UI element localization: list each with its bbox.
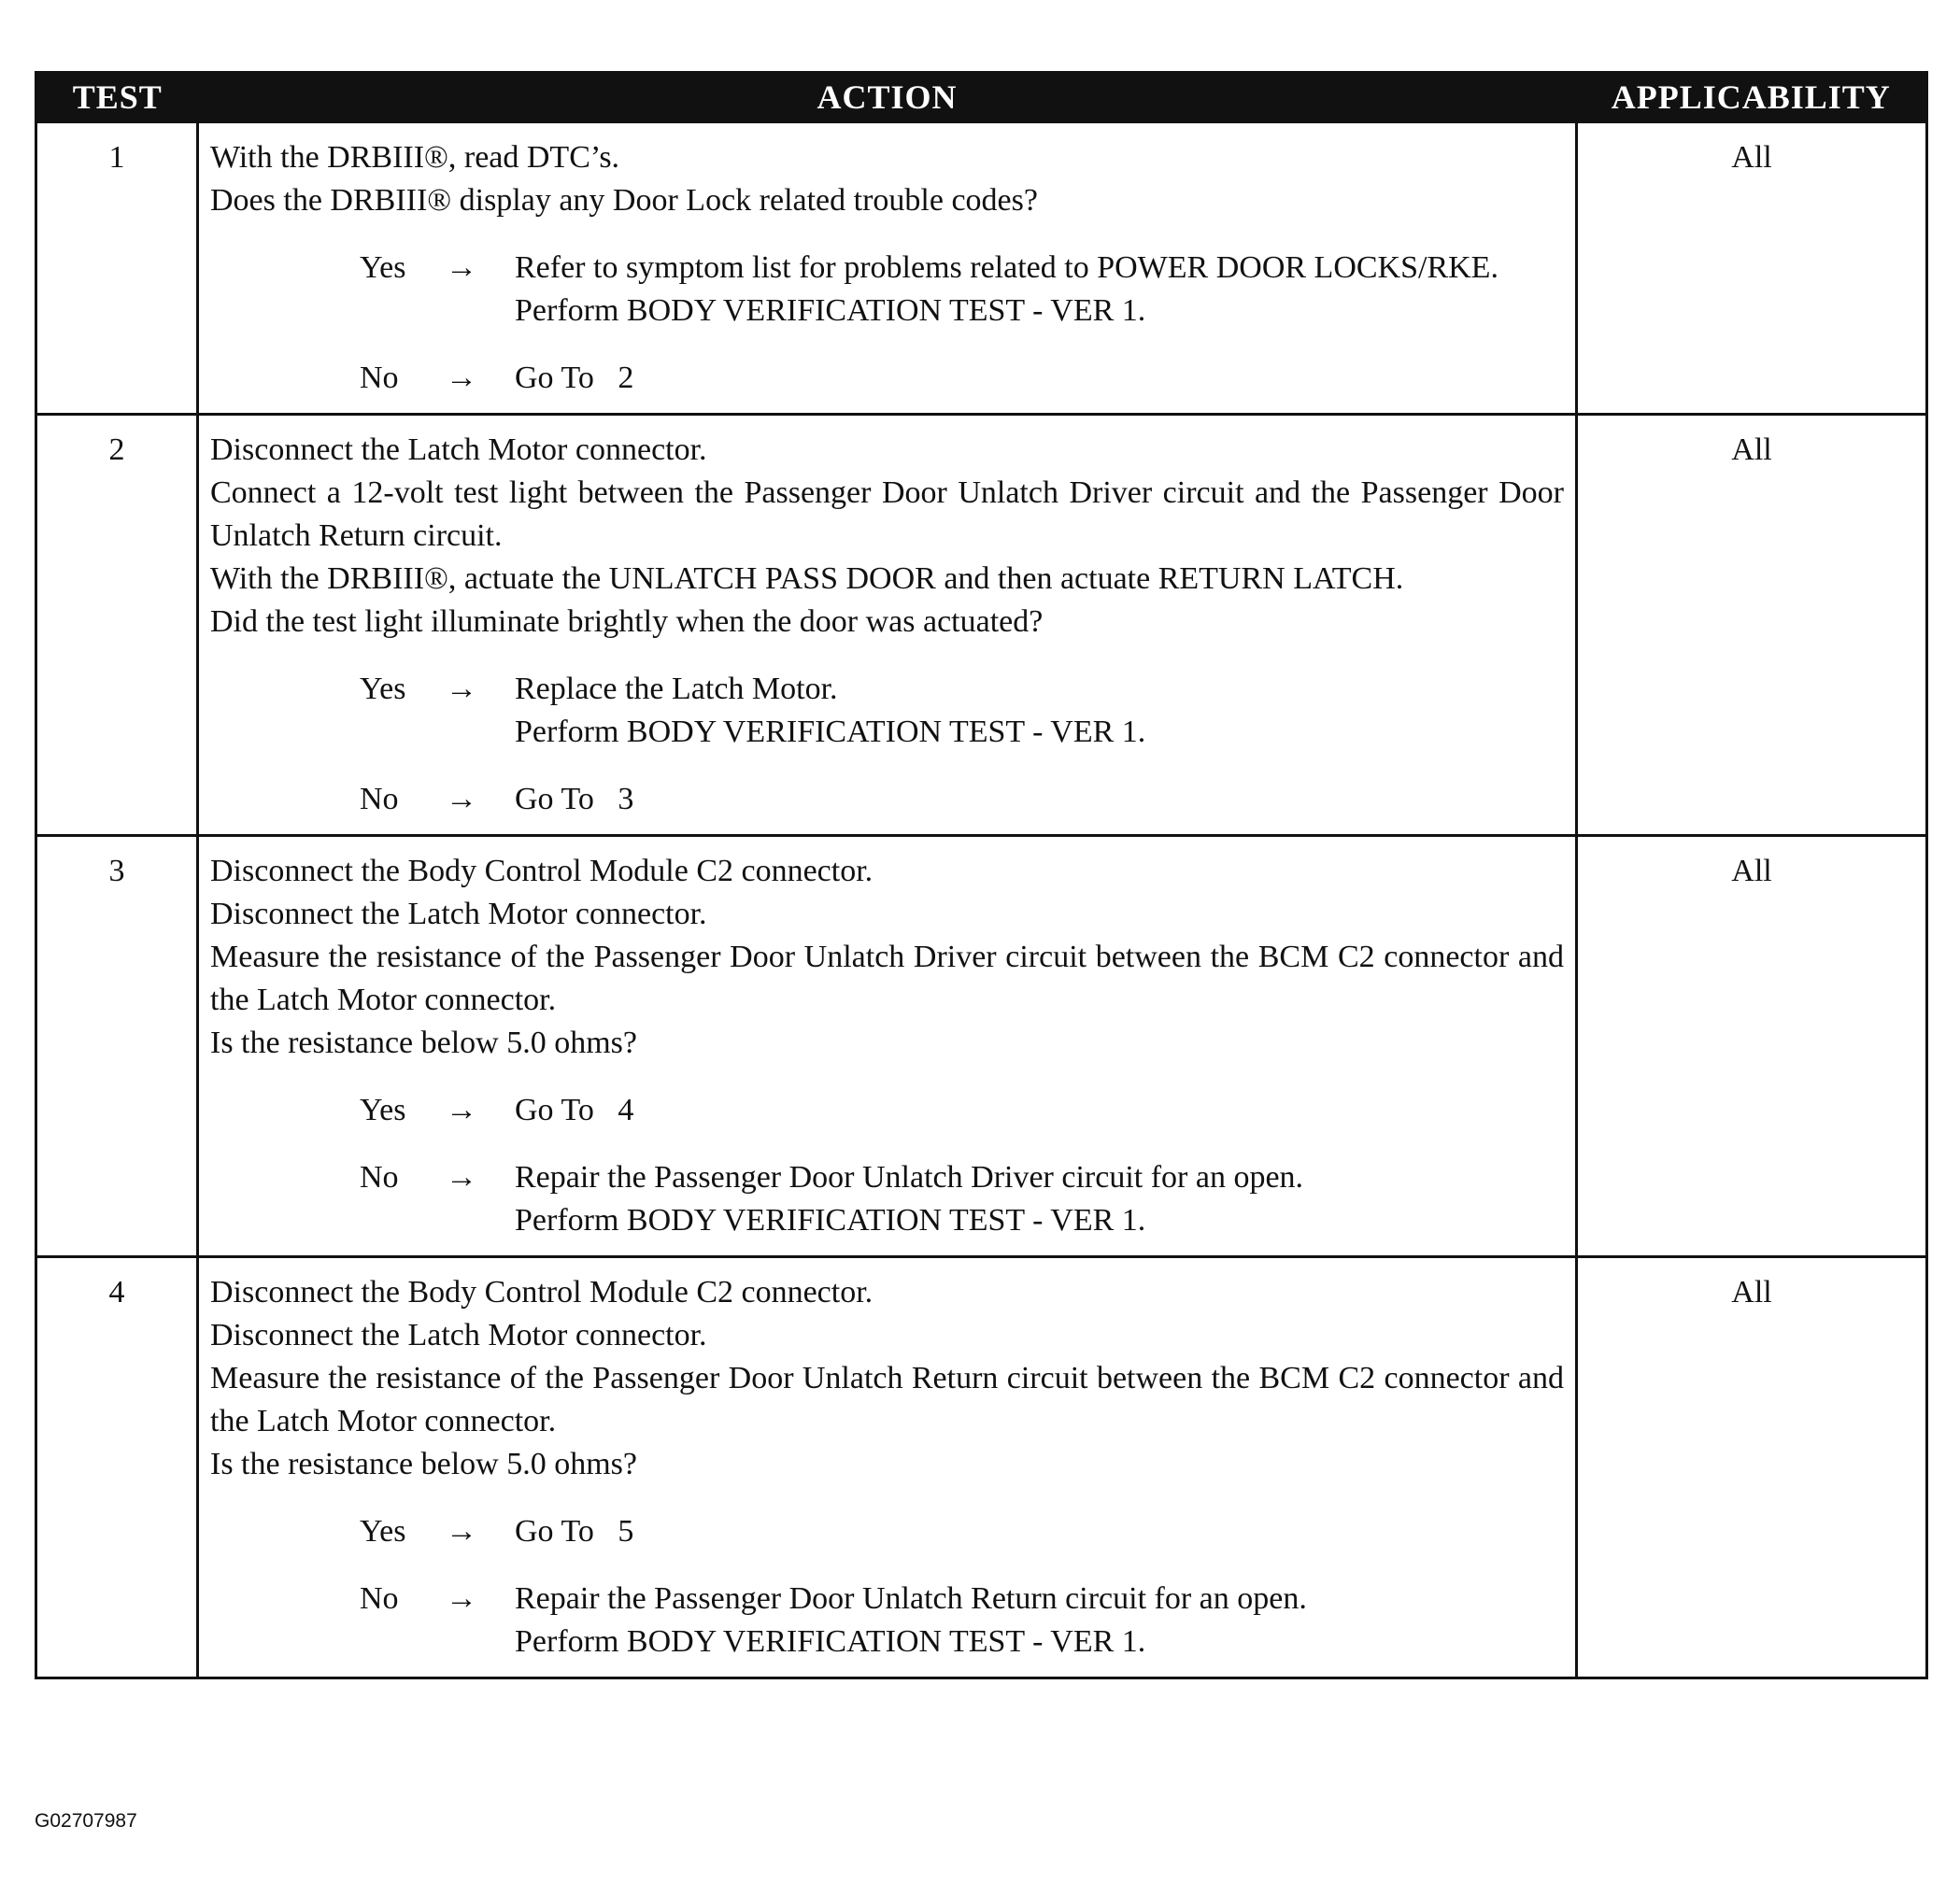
arrow-right-icon: → (446, 1514, 477, 1549)
outcome-result (515, 668, 1564, 754)
action-step: Disconnect the Body Control Module C2 connector. (210, 854, 873, 888)
table-row (36, 1257, 1927, 1678)
action-cell (198, 122, 1577, 415)
action-step: Measure the resistance of the Passenger Door Unlatch Driver circuit between the BCM C2 connector and the Latch Motor connector. (210, 940, 1564, 1017)
action-step: Did the test light illuminate brightly when the door was actuated? (210, 604, 1044, 639)
outcome-yes (360, 668, 1564, 754)
outcome-line: Go To 5 (515, 1514, 634, 1549)
outcome-label: Yes (360, 250, 406, 285)
outcome-line: Refer to symptom list for problems related to POWER DOOR LOCKS/RKE. (515, 250, 1498, 285)
outcome-label: Yes (360, 672, 406, 706)
applicability-cell: All (1577, 415, 1927, 836)
arrow-right-icon: → (446, 1581, 477, 1616)
outcome-yes (360, 1089, 1564, 1132)
action-step: Disconnect the Latch Motor connector. (210, 1318, 707, 1352)
test-number: 3 (36, 836, 198, 1257)
diagnostic-page (35, 71, 1925, 1679)
outcome-line: Repair the Passenger Door Unlatch Return circuit for an open. (515, 1581, 1307, 1616)
table-header-row (36, 73, 1927, 122)
header-applicability: APPLICABILITY (1577, 73, 1927, 122)
outcome-no (360, 1156, 1564, 1242)
arrow-right-icon: → (446, 1093, 477, 1127)
table-row (36, 836, 1927, 1257)
table-row (36, 415, 1927, 836)
action-step: With the DRBIII®, read DTC’s. (210, 140, 620, 175)
action-step: Disconnect the Body Control Module C2 connector. (210, 1275, 873, 1309)
outcome-line: Go To 3 (515, 782, 634, 816)
table-body (36, 122, 1927, 1678)
action-step: Disconnect the Latch Motor connector. (210, 432, 707, 467)
arrow-right-icon: → (446, 782, 477, 816)
outcome-label: No (360, 1581, 399, 1616)
action-step: Disconnect the Latch Motor connector. (210, 897, 707, 931)
diagnostic-test-table (35, 71, 1928, 1679)
arrow-right-icon: → (446, 250, 477, 285)
action-step: With the DRBIII®, actuate the UNLATCH PASS DOOR and then actuate RETURN LATCH. (210, 561, 1404, 596)
outcome-yes (360, 247, 1564, 333)
action-step: Connect a 12-volt test light between the Passenger Door Unlatch Driver circuit and the Passenger Door Unlatch Return circuit. (210, 475, 1564, 553)
action-cell (198, 1257, 1577, 1678)
applicability-cell: All (1577, 1257, 1927, 1678)
outcome-result (515, 778, 1564, 821)
outcome-no (360, 778, 1564, 821)
outcome-no (360, 1578, 1564, 1663)
outcome-label: No (360, 1160, 399, 1195)
action-cell (198, 836, 1577, 1257)
outcome-line: Go To 4 (515, 1093, 634, 1127)
outcome-result (515, 1156, 1564, 1242)
outcome-line: Repair the Passenger Door Unlatch Driver circuit for an open. (515, 1160, 1304, 1195)
outcome-yes (360, 1510, 1564, 1553)
action-step: Is the resistance below 5.0 ohms? (210, 1447, 637, 1481)
outcome-label: Yes (360, 1093, 406, 1127)
outcome-label: No (360, 782, 399, 816)
outcome-line: Go To 2 (515, 361, 634, 395)
header-test: TEST (36, 73, 198, 122)
test-number: 1 (36, 122, 198, 415)
action-step: Measure the resistance of the Passenger Door Unlatch Return circuit between the BCM C2 connector and the Latch Motor connector. (210, 1361, 1564, 1438)
header-action: ACTION (198, 73, 1577, 122)
arrow-right-icon: → (446, 1160, 477, 1195)
outcome-result (515, 1578, 1564, 1663)
arrow-right-icon: → (446, 672, 477, 706)
outcome-line: Perform BODY VERIFICATION TEST - VER 1. (515, 1624, 1146, 1659)
outcome-result (515, 1089, 1564, 1132)
applicability-cell: All (1577, 836, 1927, 1257)
outcome-result (515, 357, 1564, 400)
outcome-line: Perform BODY VERIFICATION TEST - VER 1. (515, 715, 1146, 749)
action-step: Is the resistance below 5.0 ohms? (210, 1026, 637, 1060)
outcome-label: Yes (360, 1514, 406, 1549)
outcome-no (360, 357, 1564, 400)
action-step: Does the DRBIII® display any Door Lock related trouble codes? (210, 183, 1038, 218)
table-row (36, 122, 1927, 415)
outcome-line: Perform BODY VERIFICATION TEST - VER 1. (515, 1203, 1146, 1238)
arrow-right-icon: → (446, 361, 477, 395)
applicability-cell: All (1577, 122, 1927, 415)
outcome-label: No (360, 361, 399, 395)
action-cell (198, 415, 1577, 836)
outcome-result (515, 247, 1564, 333)
outcome-line: Replace the Latch Motor. (515, 672, 838, 706)
outcome-line: Perform BODY VERIFICATION TEST - VER 1. (515, 293, 1146, 328)
test-number: 2 (36, 415, 198, 836)
outcome-result (515, 1510, 1564, 1553)
figure-id: G02707987 (35, 1810, 137, 1832)
test-number: 4 (36, 1257, 198, 1678)
